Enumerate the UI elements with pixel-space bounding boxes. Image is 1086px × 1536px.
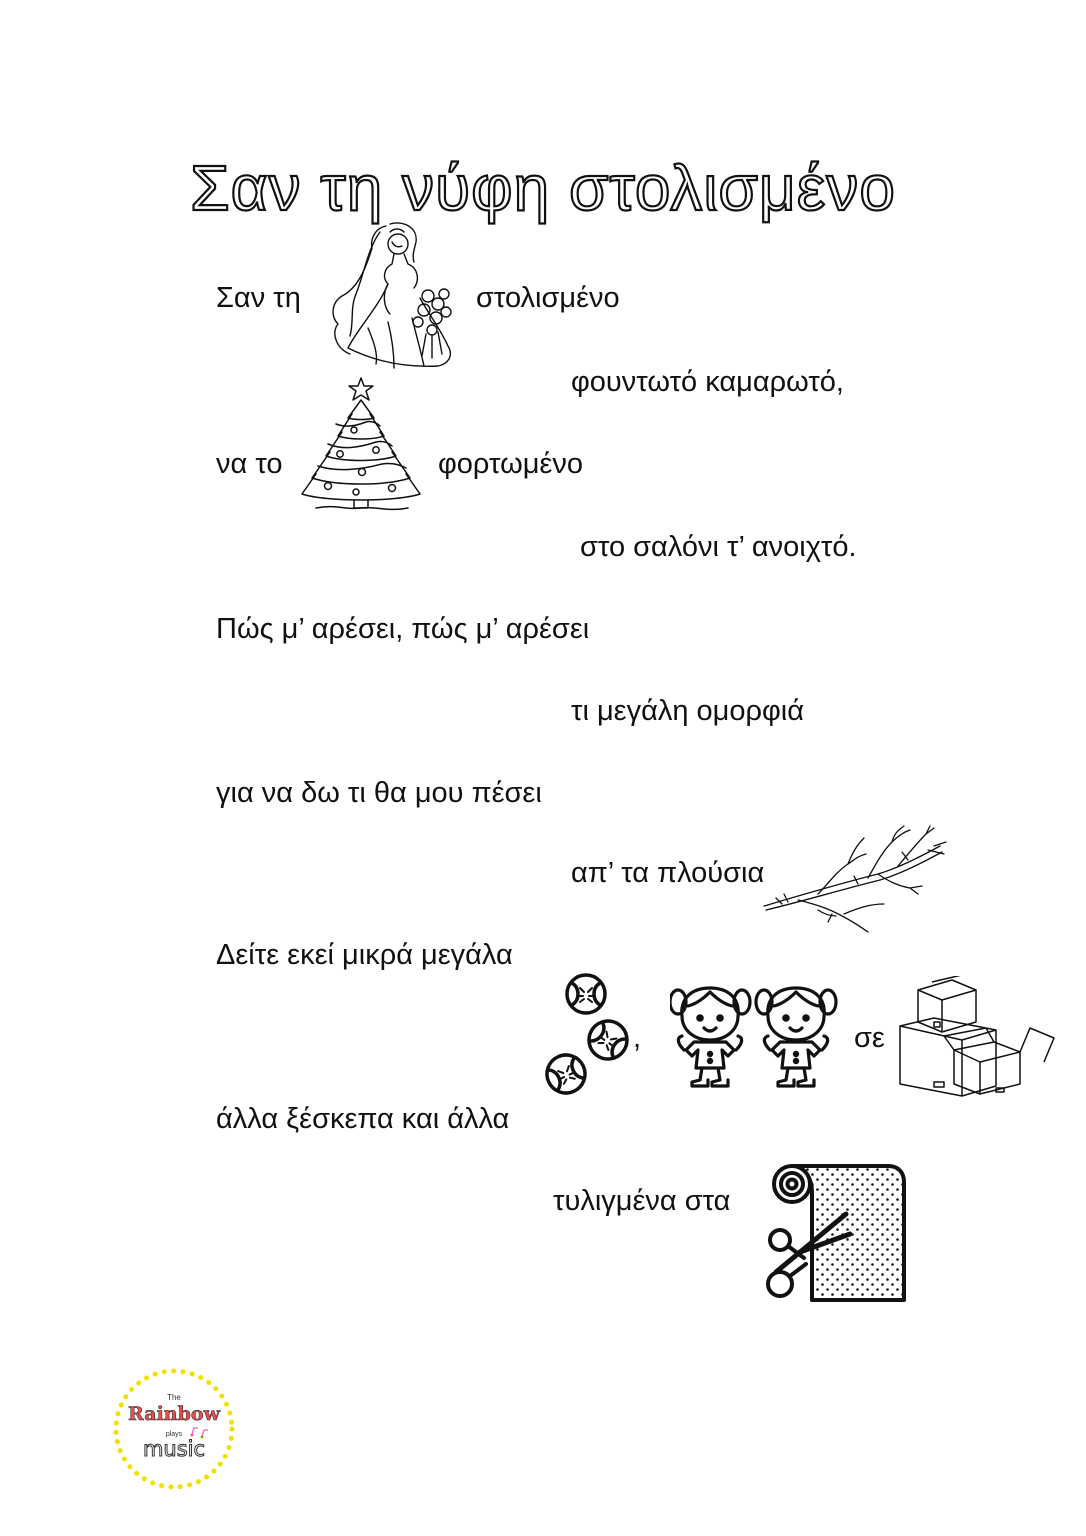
lyric-line-12: τυλιγμένα στα [553,1185,731,1217]
bride-icon [328,218,458,378]
lyric-line-9: Δείτε εκεί μικρά μεγάλα [216,939,513,971]
lyric-line-8: απ’ τα πλούσια [571,857,765,889]
lyric-line-7: για να δω τι θα μου πέσει [216,777,542,809]
lyric-line-4: στο σαλόνι τ’ ανοιχτό. [580,531,857,563]
lyric-line-5: Πώς μ’ αρέσει, πώς μ’ αρέσει [216,613,590,645]
rainbow-logo [108,1364,240,1494]
lyric-line-1a: Σαν τη [216,282,301,314]
logo-music: music [142,1437,206,1461]
lyric-line-11: άλλα ξέσκεπα και άλλα [216,1103,510,1135]
lyric-line-2: φουντωτό καμαρωτό, [571,366,844,398]
lyric-comma: , [633,1022,642,1054]
logo-the: The [167,1393,181,1402]
balls-icon [542,970,636,1098]
lyric-line-3a: να το [216,448,283,480]
logo-plays: plays [165,1431,183,1438]
wrapping-paper-icon [760,1162,910,1304]
branches-icon [758,824,948,936]
lyric-line-6: τι μεγάλη ομορφιά [571,695,805,727]
logo-rainbow: Rainbow [128,1403,220,1425]
dolls-icon [670,984,838,1088]
lyric-line-3b: φορτωμένο [438,448,583,480]
page-title: Σαν τη νύφη στολισμένο [190,151,896,224]
lyric-line-10b: σε [854,1022,885,1054]
boxes-icon [894,976,1058,1104]
lyric-line-1b: στολισμένο [476,282,620,314]
christmas-tree-icon [296,374,426,514]
